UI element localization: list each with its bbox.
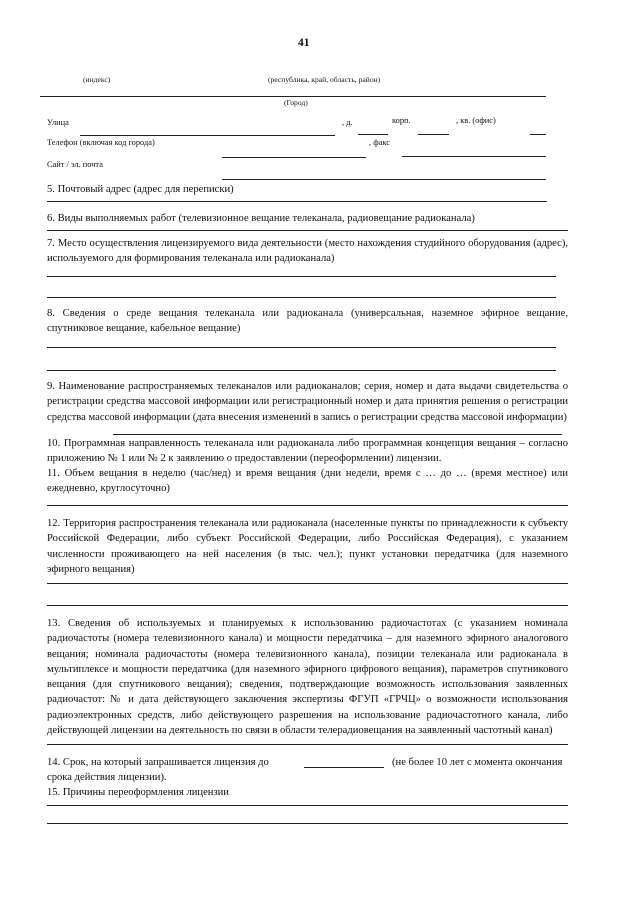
item-12-line-2[interactable] — [47, 605, 568, 606]
page-number: 41 — [298, 37, 310, 49]
item-14-term-label: 14. Срок, на который запрашивается лицензия до — [47, 757, 269, 768]
item-14-term-note: (не более 10 лет с момента окончания — [392, 757, 563, 768]
item-9-line[interactable] — [113, 434, 562, 435]
street-label: Улица — [47, 118, 69, 127]
item-13-line[interactable] — [47, 744, 568, 745]
item-7-location: 7. Место осуществления лицензируемого вида деятельности (место нахождения студийного оборудования (адрес), используемого для формирования телеканала или радиоканала) — [47, 238, 568, 265]
item-5-postal-address: 5. Почтовый адрес (адрес для переписки) — [47, 184, 234, 195]
item-15-reissue-reasons: 15. Причины переоформления лицензии — [47, 787, 229, 798]
item-9-channel-names: 9. Наименование распространяемых телеканалов или радиоканалов; серия, номер и дата выдачи свидетельства о регистрации средства массовой информации или регистрационный номер и дата принятия решения о регистрации средства массовой информации (дата внесения изменений в запись о регистрации средства массовой информации) — [47, 381, 568, 423]
item-15-line-2[interactable] — [47, 823, 568, 824]
city-caption: (Город) — [284, 98, 308, 107]
item-6-line[interactable] — [47, 230, 568, 231]
region-caption: (республика, край, область, район) — [268, 75, 381, 84]
item-11-broadcast-volume: 11. Объем вещания в неделю (час/нед) и время вещания (дни недели, время с … до … (время местное) или ежедневно, круглосуточно) — [47, 468, 568, 495]
item-14-term-note-cont: срока действия лицензии). — [47, 772, 167, 783]
item-7-line-1[interactable] — [47, 276, 556, 277]
item-14-date-line[interactable] — [304, 767, 384, 768]
street-line[interactable] — [80, 135, 335, 136]
item-11-line[interactable] — [47, 505, 568, 506]
region-line[interactable] — [40, 96, 546, 97]
house-label: , д. — [342, 118, 353, 127]
phone-label: Телефон (включая код города) — [47, 138, 155, 147]
item-8-line-2[interactable] — [47, 370, 556, 371]
fax-label: , факс — [369, 138, 390, 147]
apt-label: , кв. (офис) — [456, 116, 496, 125]
item-15-line-1[interactable] — [47, 805, 568, 806]
item-8-broadcast-environment: 8. Сведения о среде вещания телеканала или радиоканала (универсальная, наземное эфирное вещание, спутниковое вещание, кабельное вещание) — [47, 308, 568, 335]
item-13-frequencies: 13. Сведения об используемых и планируемых к использованию радиочастотах (с указанием номинала радиочастоты (номера телевизионного канала) и мощности передатчика – для наземного эфирного аналогового вещания; номинала радиочастоты (номера телевизионного канала), позиции телеканала или радиоканала в мультиплексе и мощности передатчика (для наземного эфирного цифрового вещания), параметров спутникового вещания (для спутникового вещания); сведения, подтверждающие возможность использования заявленных радиочастот: № и дата действующего заключения экспертизы ФГУП «ГРЧЦ» о возможности использования радиоэлектронных средств, либо действующего разрешения на использование радиочастотного канала, либо действующей лицензии на деятельность по связи в области телерадиовещания на заявленный частотный канал) — [47, 618, 568, 737]
item-7-line-2[interactable] — [47, 297, 556, 298]
item-8-line-1[interactable] — [47, 347, 556, 348]
item-5-line[interactable] — [47, 201, 547, 202]
site-label: Сайт / эл. почта — [47, 160, 103, 169]
building-line[interactable] — [418, 134, 449, 135]
building-label: корп. — [392, 116, 411, 125]
item-10-program-concept: 10. Программная направленность телеканала или радиоканала либо программная концепция вещания – согласно приложению № 1 или № 2 к заявлению о предоставлении (переоформлении) лицензии. — [47, 438, 568, 465]
house-line[interactable] — [358, 134, 388, 135]
apt-line[interactable] — [530, 134, 546, 135]
fax-line[interactable] — [402, 156, 546, 157]
index-caption: (индекс) — [83, 75, 111, 84]
item-12-territory: 12. Территория распространения телеканала или радиоканала (населенные пункты по принадлежности к субъекту Российской Федерации, либо субъект Российской Федерации, либо Российская Федерация), с указанием численности проживающего на ней населения (в тыс. чел.); пункт установки передатчика (для наземного эфирного вещания) — [47, 518, 568, 575]
phone-line[interactable] — [222, 157, 366, 158]
item-12-line-1[interactable] — [47, 583, 568, 584]
site-line[interactable] — [222, 179, 546, 180]
item-6-work-types: 6. Виды выполняемых работ (телевизионное вещание телеканала, радиовещание радиоканала) — [47, 213, 475, 224]
